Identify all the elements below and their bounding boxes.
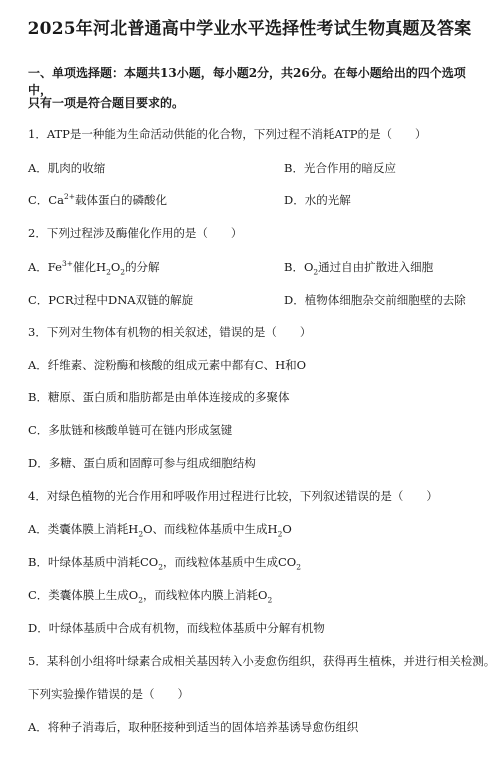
q5-option-a: A．将种子消毒后，取种胚接种到适当的固体培养基诱导愈伤组织 <box>28 720 359 734</box>
question-4-stem: 4．对绿色植物的光合作用和呼吸作用过程进行比较，下列叙述错误的是（ ） <box>28 489 438 503</box>
q1-option-c: C．$Ca^{2+}$载体蛋白的磷酸化 <box>28 192 168 207</box>
q4-option-b: B．叶绿体基质中消耗$CO_2$，而线粒体基质中生成$CO_2$ <box>28 555 301 572</box>
question-5-stem-line-1: 5．某科创小组将叶绿素合成相关基因转入小麦愈伤组织，获得再生植株，并进行相关检测。 <box>28 654 496 668</box>
q3-option-a: A．纤维素、淀粉酶和核酸的组成元素中都有C、H和O <box>28 358 307 372</box>
q4-option-d: D．叶绿体基质中合成有机物，而线粒体基质中分解有机物 <box>28 621 325 635</box>
page-title: 2025年河北普通高中学业水平选择性考试生物真题及答案 <box>27 19 472 39</box>
question-5-stem-line-2: 下列实验操作错误的是（ ） <box>28 687 189 701</box>
question-1-stem: 1．ATP是一种能为生命活动供能的化合物，下列过程不消耗ATP的是（ ） <box>28 127 427 141</box>
question-2-stem: 2．下列过程涉及酶催化作用的是（ ） <box>28 226 243 240</box>
q4-option-c: C．类囊体膜上生成$O_2$，而线粒体内膜上消耗$O_2$ <box>28 588 273 605</box>
q2-option-a: A．$Fe^{3+}$催化$H_2O_2$的分解 <box>28 259 160 277</box>
q2-option-b: B．$O_2$通过自由扩散进入细胞 <box>284 260 434 277</box>
q2-option-d: D．植物体细胞杂交前细胞壁的去除 <box>284 293 466 307</box>
q3-option-c: C．多肽链和核酸单链可在链内形成氢键 <box>28 423 233 437</box>
section-instruction-line-1: 一、单项选择题：本题共13小题，每小题2分，共26分。在每小题给出的四个选项中， <box>28 66 466 97</box>
question-3-stem: 3．下列对生物体有机物的相关叙述，错误的是（ ） <box>28 325 312 339</box>
q3-option-b: B．糖原、蛋白质和脂肪都是由单体连接成的多聚体 <box>28 390 290 404</box>
section-instruction-line-2: 只有一项是符合题目要求的。 <box>28 96 185 110</box>
q4-option-a: A．类囊体膜上消耗$H_2O$、而线粒体基质中生成$H_2O$ <box>28 522 292 539</box>
q2-option-c: C．PCR过程中DNA双链的解旋 <box>28 293 194 307</box>
q1-option-a: A．肌肉的收缩 <box>28 161 106 175</box>
q3-option-d: D．多糖、蛋白质和固醇可参与组成细胞结构 <box>28 456 256 470</box>
q1-option-b: B．光合作用的暗反应 <box>284 161 396 175</box>
q1-option-d: D．水的光解 <box>284 193 351 207</box>
